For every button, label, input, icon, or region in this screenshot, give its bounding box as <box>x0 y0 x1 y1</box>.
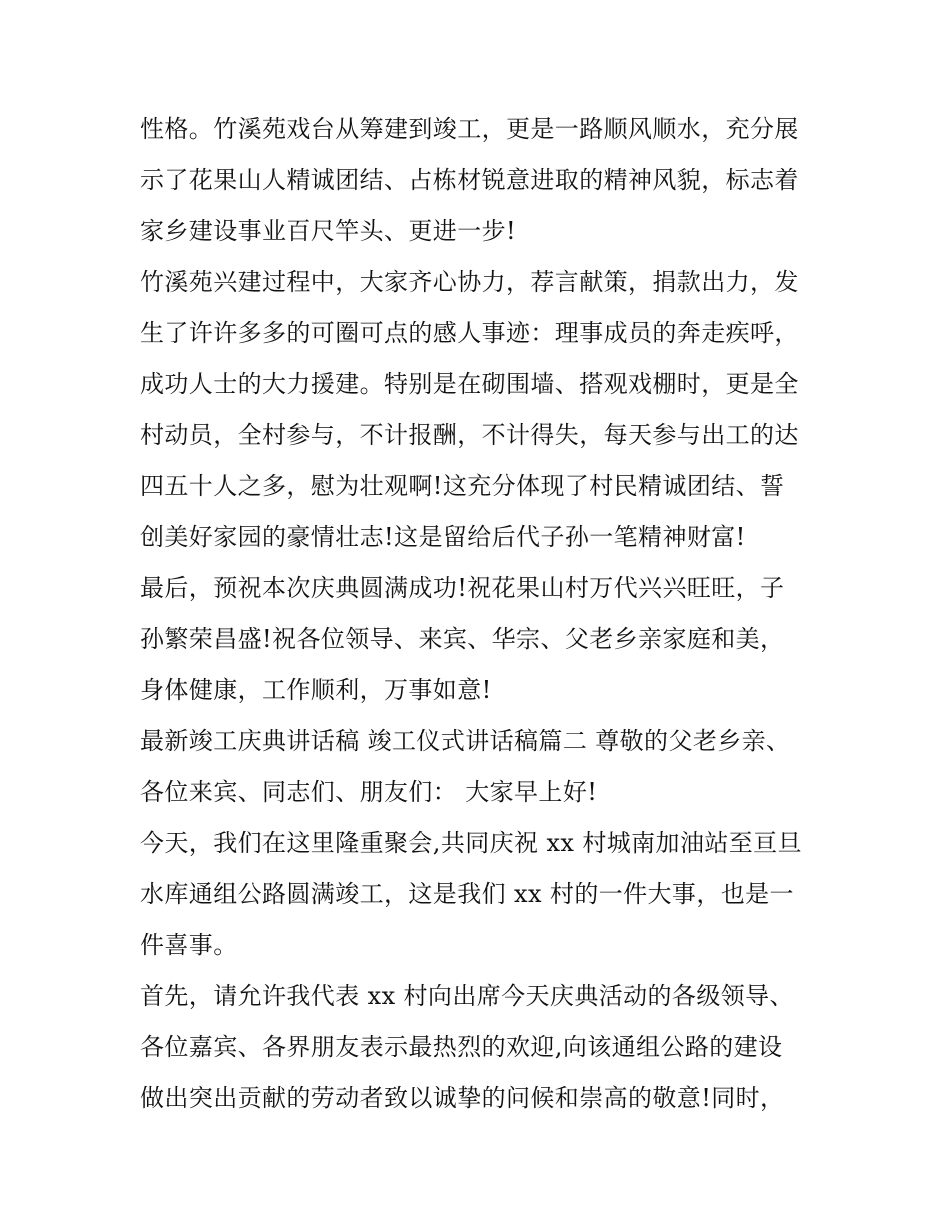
text-line: 最新竣工庆典讲话稿 竣工仪式讲话稿篇二 尊敬的父老乡亲、 <box>140 727 791 755</box>
text-line: 首先，请允许我代表 xx 村向出席今天庆典活动的各级领导、 <box>140 982 794 1010</box>
text-line: 村动员，全村参与，不计报酬，不计得失，每天参与出工的达 <box>140 421 799 449</box>
text-line: 今天，我们在这里隆重聚会,共同庆祝 xx 村城南加油站至亘旦 <box>140 829 802 857</box>
text-line: 各位来宾、同志们、朋友们： 大家早上好! <box>140 778 598 806</box>
text-line: 身体健康，工作顺利，万事如意! <box>140 676 492 704</box>
text-line: 竹溪苑兴建过程中，大家齐心协力，荐言献策，捐款出力，发 <box>140 268 799 296</box>
text-line: 件喜事。 <box>140 931 238 959</box>
text-line: 创美好家园的豪情壮志!这是留给后代子孙一笔精神财富! <box>140 523 746 551</box>
text-line: 做出突出贡献的劳动者致以诚挚的问候和崇高的敬意!同时， <box>140 1084 785 1112</box>
text-line: 最后，预祝本次庆典圆满成功!祝花果山村万代兴兴旺旺，子 <box>140 574 785 602</box>
text-line: 生了许许多多的可圈可点的感人事迹：理事成员的奔走疾呼， <box>140 319 799 347</box>
document-body <box>140 104 820 1124</box>
text-line: 家乡建设事业百尺竿头、更进一步! <box>140 217 517 245</box>
text-line: 示了花果山人精诚团结、占栋材锐意进取的精神风貌，标志着 <box>140 166 799 194</box>
text-line: 水库通组公路圆满竣工，这是我们 xx 村的一件大事，也是一 <box>140 880 794 908</box>
text-line: 各位嘉宾、各界朋友表示最热烈的欢迎,向该通组公路的建设 <box>140 1033 783 1061</box>
text-line: 四五十人之多，慰为壮观啊!这充分体现了村民精诚团结、誓 <box>140 472 785 500</box>
text-line: 孙繁荣昌盛!祝各位领导、来宾、华宗、父老乡亲家庭和美， <box>140 625 785 653</box>
text-line: 成功人士的大力援建。特别是在砌围墙、搭观戏棚时，更是全 <box>140 370 799 398</box>
text-line: 性格。竹溪苑戏台从筹建到竣工，更是一路顺风顺水，充分展 <box>140 115 799 143</box>
